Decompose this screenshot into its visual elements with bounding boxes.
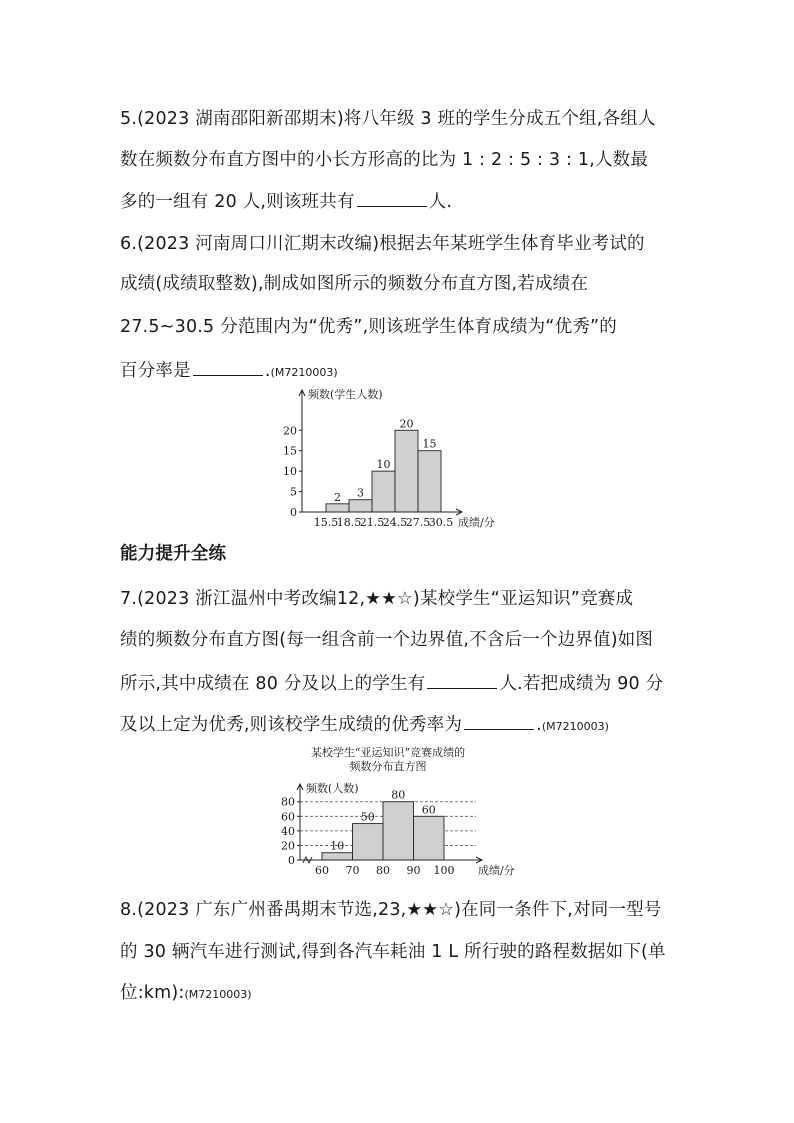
bar-value-label: 10 (376, 458, 391, 472)
q5-line-3 (120, 188, 452, 214)
q6-line-1: 6.(2023 河南周口川汇期末改编)根据去年某班学生体育毕业考试的 (120, 234, 645, 254)
bar-value-label: 3 (357, 486, 364, 500)
q6-code: (M7210003) (270, 366, 338, 379)
q7-histogram (270, 744, 520, 884)
q6-line-4 (120, 357, 338, 385)
histogram-bar (372, 471, 395, 512)
histogram-bar (414, 816, 445, 860)
q7-line-2: 绩的频数分布直方图(每一组含前一个边界值,不含后一个边界值)如图 (120, 630, 654, 650)
histogram-bar (353, 824, 384, 860)
chart-title: 某校学生“亚运知识”竞赛成绩的 (310, 746, 466, 759)
q7-line-3 (120, 670, 663, 696)
bar-value-label: 2 (334, 490, 341, 504)
x-tick-label: 100 (433, 864, 455, 877)
q6-line-4-text: 百分率是 (120, 361, 191, 381)
bar-value-label: 10 (330, 839, 345, 853)
histogram-bar (383, 802, 414, 860)
histogram-bar (418, 451, 441, 512)
q7-count-blank[interactable] (427, 670, 497, 689)
y-tick-label: 40 (281, 824, 295, 838)
q8-line-3-text: 位:km): (120, 983, 185, 1003)
axis-break-mark (303, 857, 312, 863)
x-tick-label: 15.5 (313, 516, 339, 529)
chart-subtitle: 频数分布直方图 (349, 760, 427, 773)
q6-answer-blank[interactable] (193, 357, 263, 376)
q5-line-3-end: 人. (428, 192, 453, 212)
x-axis-label: 成绩/分 (458, 516, 495, 529)
y-tick-label: 0 (290, 506, 297, 519)
histogram-bar (395, 430, 418, 512)
x-tick-label: 21.5 (359, 516, 385, 529)
bar-value-label: 20 (399, 417, 414, 431)
q8-line-1: 8.(2023 广东广州番禺期末节选,23,★★☆)在同一条件下,对同一型号 (120, 900, 662, 920)
q7-line-4-text: 及以上定为优秀,则该校学生成绩的优秀率为 (120, 715, 463, 735)
y-tick-label: 5 (290, 485, 297, 499)
x-tick-label: 90 (406, 864, 421, 877)
x-tick-label: 60 (315, 864, 329, 877)
histogram-bar (322, 853, 353, 860)
q5-line-1: 5.(2023 湖南邵阳新邵期末)将八年级 3 班的学生分成五个组,各组人 (120, 109, 656, 129)
x-tick-label: 30.5 (428, 516, 454, 529)
q6-histogram (270, 386, 520, 534)
x-axis-label: 成绩/分 (478, 864, 515, 877)
x-tick-label: 27.5 (405, 516, 431, 529)
histogram-bar (349, 500, 372, 512)
y-tick-label: 10 (283, 465, 297, 479)
q7-line-1: 7.(2023 浙江温州中考改编12,★★☆)某校学生“亚运知识”竞赛成 (120, 589, 634, 609)
y-tick-label: 15 (283, 444, 297, 458)
x-tick-label: 24.5 (382, 516, 408, 529)
q8-code: (M7210003) (184, 988, 252, 1001)
x-tick-label: 18.5 (336, 516, 362, 529)
section-heading: 能力提升全练 (120, 544, 227, 564)
q7-line-4 (120, 711, 609, 739)
q5-line-2: 数在频数分布直方图中的小长方形高的比为 1 : 2 : 5 : 3 : 1,人数最 (120, 150, 649, 170)
q6-line-3: 27.5~30.5 分范围内为“优秀”,则该班学生体育成绩为“优秀”的 (120, 317, 617, 337)
y-tick-label: 0 (288, 854, 295, 867)
q7-line-3-text: 所示,其中成绩在 80 分及以上的学生有 (120, 674, 426, 694)
bar-value-label: 80 (391, 788, 406, 802)
q8-line-2: 的 30 辆汽车进行测试,得到各汽车耗油 1 L 所行驶的路程数据如下(单 (120, 942, 666, 962)
q7-line-4-end: . (536, 715, 542, 735)
bar-value-label: 50 (360, 810, 375, 824)
q5-line-3-text: 多的一组有 20 人,则该班共有 (120, 192, 355, 212)
bar-value-label: 60 (421, 803, 436, 817)
q6-line-2: 成绩(成绩取整数),制成如图所示的频数分布直方图,若成绩在 (120, 274, 589, 294)
q7-line-3-end: 人.若把成绩为 90 分 (499, 674, 664, 694)
y-tick-label: 60 (281, 810, 295, 824)
y-tick-label: 20 (281, 839, 295, 853)
histogram-bar (326, 504, 349, 512)
y-tick-label: 20 (283, 424, 297, 438)
x-tick-label: 80 (376, 864, 390, 877)
x-tick-label: 70 (345, 864, 360, 877)
y-axis-label: 频数(学生人数) (308, 388, 383, 401)
q6-line-4-end: . (264, 361, 271, 381)
q7-code: (M7210003) (541, 720, 609, 733)
q5-answer-blank[interactable] (357, 188, 427, 207)
q7-rate-blank[interactable] (464, 711, 534, 730)
q8-line-3 (120, 981, 252, 1007)
y-axis-label: 频数(人数) (306, 782, 359, 795)
y-tick-label: 80 (281, 795, 295, 809)
bar-value-label: 15 (422, 437, 437, 451)
